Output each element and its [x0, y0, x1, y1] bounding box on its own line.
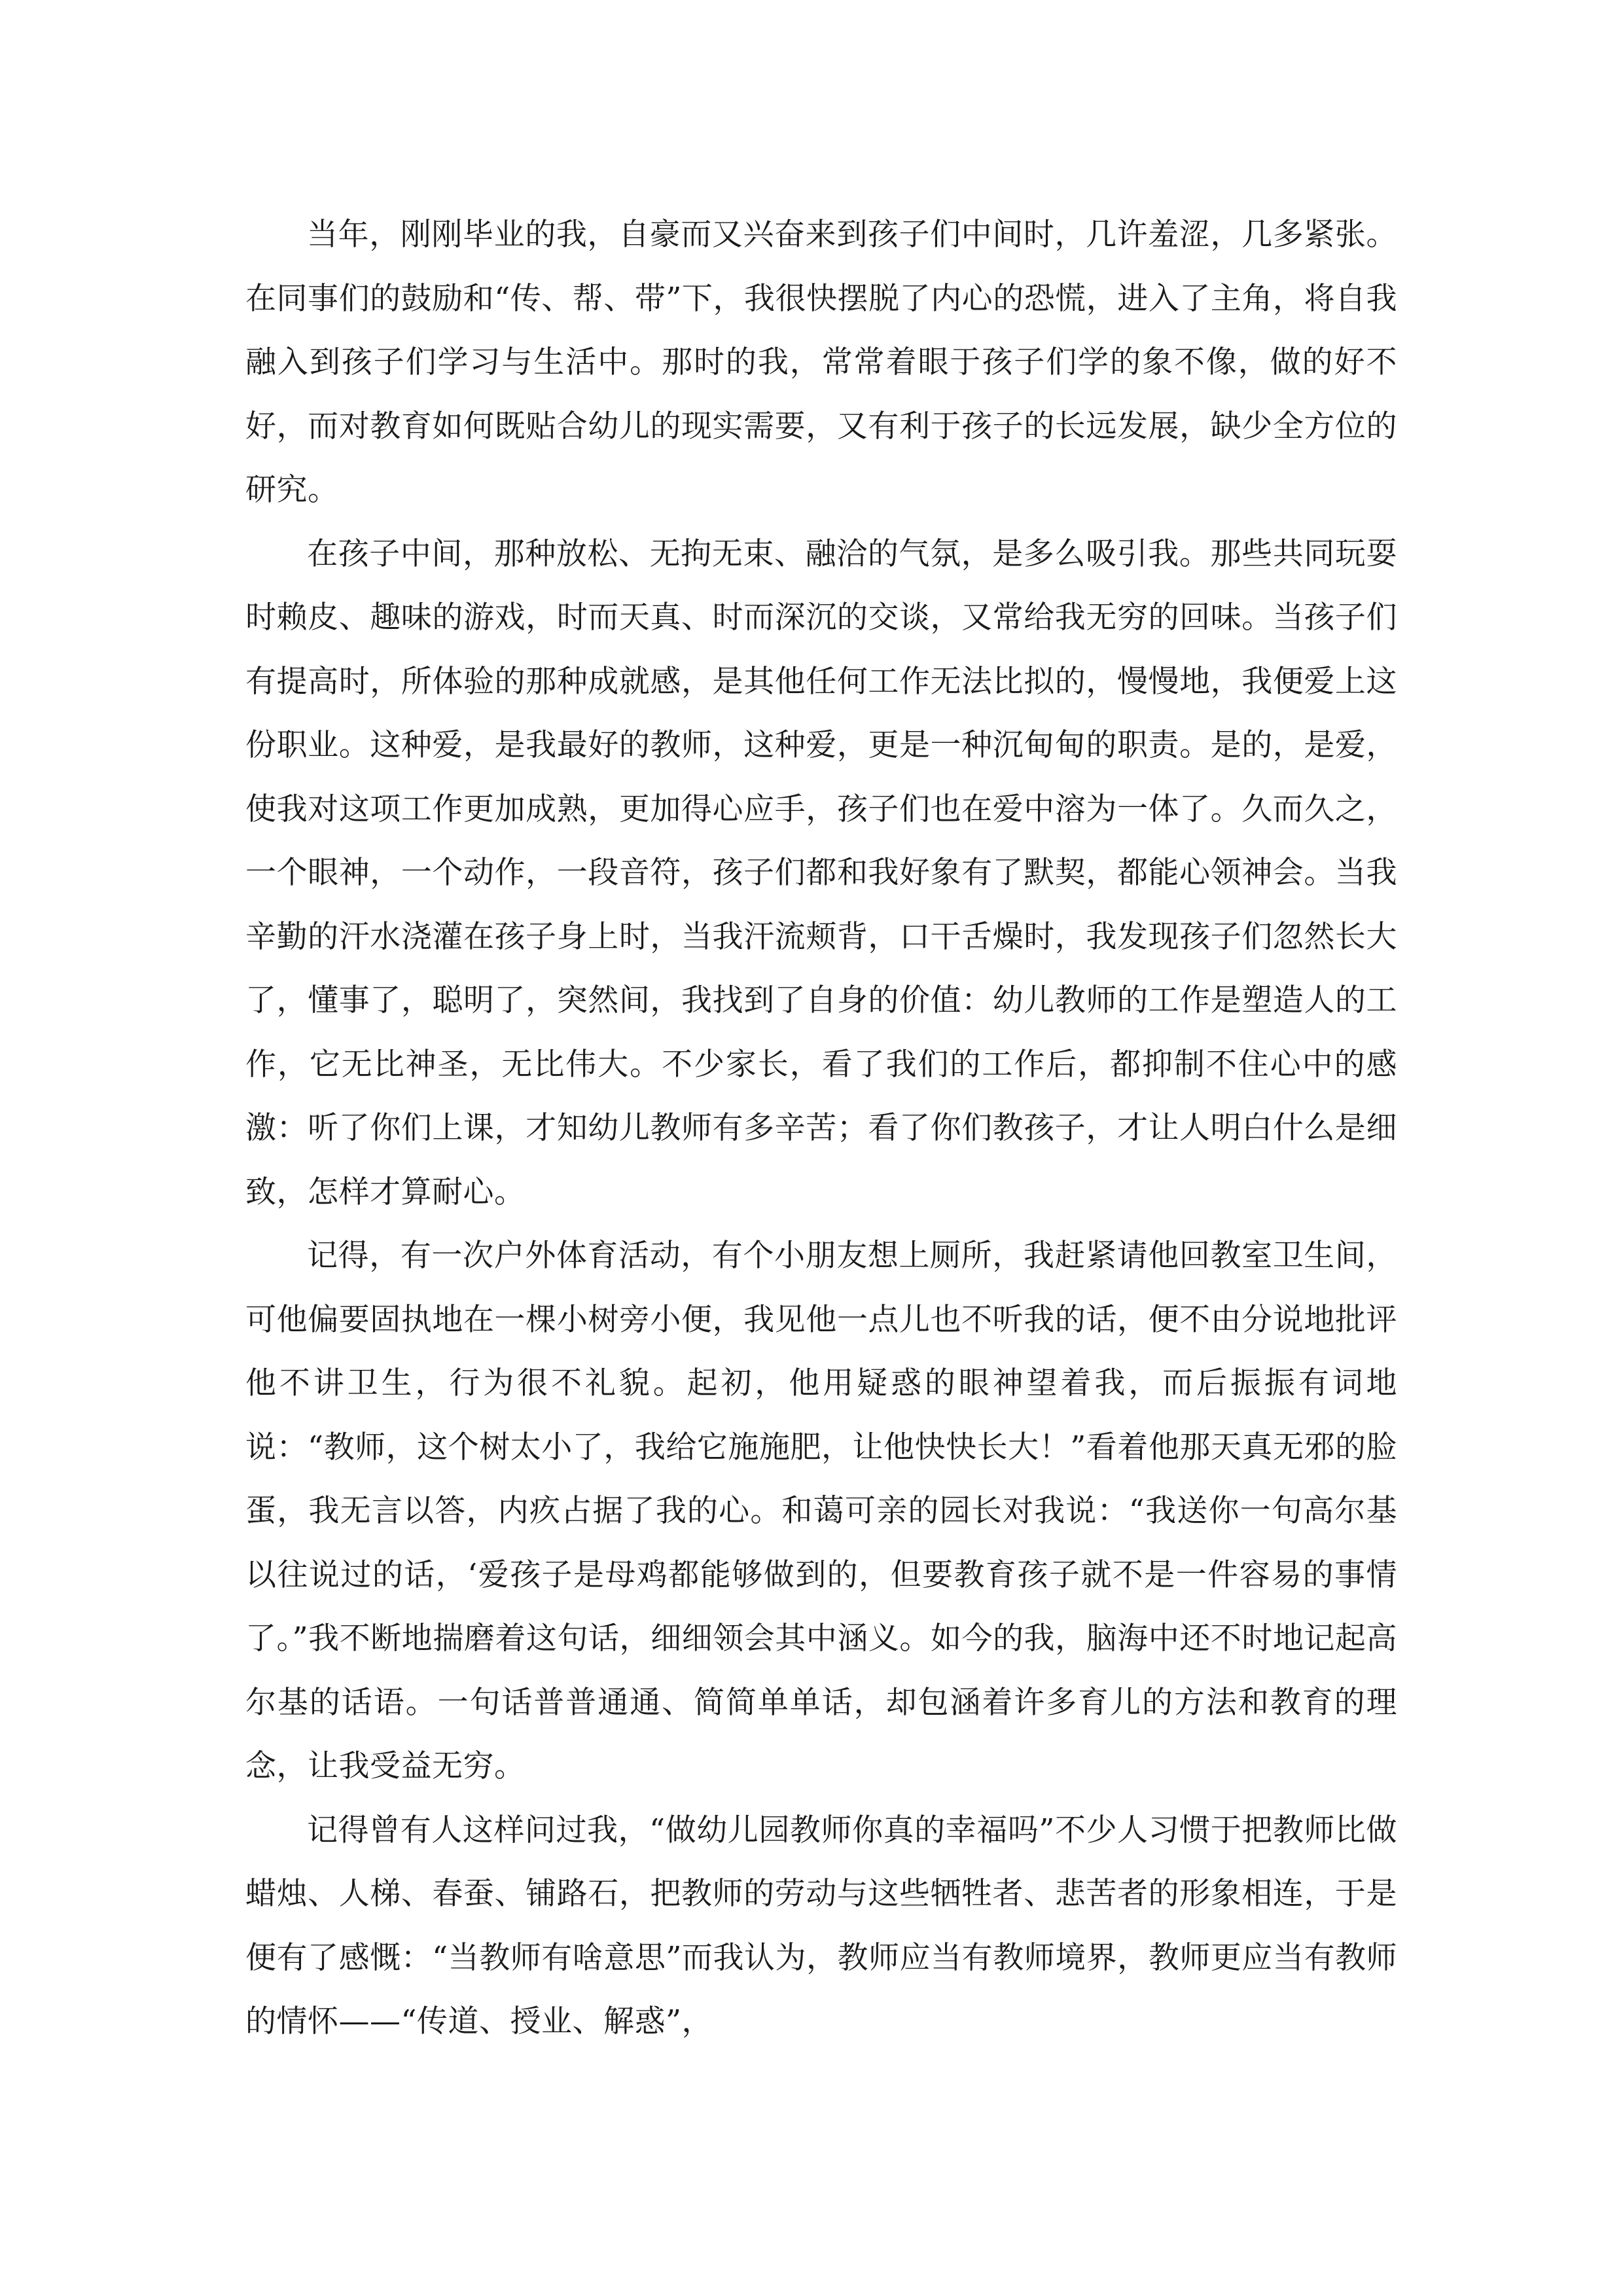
paragraph-4: 记得曾有人这样问过我，“做幼儿园教师你真的幸福吗”不少人习惯于把教师比做蜡烛、人梯、春蚕、铺路石，把教师的劳动与这些牺牲者、悲苦者的形象相连，于是便有了感慨：“当教师有啥意思”而我认为，教师应当有教师境界，教师更应当有教师的情怀——“传道、授业、解惑”， — [245, 1812, 1397, 2039]
paragraph-2: 在孩子中间，那种放松、无拘无束、融洽的气氛，是多么吸引我。那些共同玩耍时赖皮、趣味的游戏，时而天真、时而深沉的交谈，又常给我无穷的回味。当孩子们有提高时，所体验的那种成就感，是其他任何工作无法比拟的，慢慢地，我便爱上这份职业。这种爱，是我最好的教师，这种爱，更是一种沉甸甸的职责。是的，是爱，使我对这项工作更加成熟，更加得心应手，孩子们也在爱中溶为一体了。久而久之，一个眼神，一个动作，一段音符，孩子们都和我好象有了默契，都能心领神会。当我辛勤的汗水浇灌在孩子身上时，当我汗流颊背，口干舌燥时，我发现孩子们忽然长大了，懂事了，聪明了，突然间，我找到了自身的价值：幼儿教师的工作是塑造人的工作，它无比神圣，无比伟大。不少家长，看了我们的工作后，都抑制不住心中的感激：听了你们上课，才知幼儿教师有多辛苦；看了你们教孩子，才让人明白什么是细致，怎样才算耐心。 — [245, 535, 1397, 1210]
paragraph-1: 当年，刚刚毕业的我，自豪而又兴奋来到孩子们中间时，几许羞涩，几多紧张。在同事们的鼓励和“传、帮、带”下，我很快摆脱了内心的恐慌，进入了主角，将自我融入到孩子们学习与生活中。那时的我，常常着眼于孩子们学的象不像，做的好不好，而对教育如何既贴合幼儿的现实需要，又有利于孩子的长远发展，缺少全方位的研究。 — [245, 217, 1397, 508]
document-body — [245, 203, 1397, 2054]
paragraph-3: 记得，有一次户外体育活动，有个小朋友想上厕所，我赶紧请他回教室卫生间，可他偏要固执地在一棵小树旁小便，我见他一点儿也不听我的话，便不由分说地批评他不讲卫生，行为很不礼貌。起初，他用疑惑的眼神望着我，而后振振有词地说：“教师，这个树太小了，我给它施施肥，让他快快长大！”看着他那天真无邪的脸蛋，我无言以答，内疚占据了我的心。和蔼可亲的园长对我说：“我送你一句高尔基以往说过的话，‘爱孩子是母鸡都能够做到的，但要教育孩子就不是一件容易的事情了。”我不断地揣磨着这句话，细细领会其中涵义。如今的我，脑海中还不时地记起高尔基的话语。一句话普普通通、简简单单话，却包涵着许多育儿的方法和教育的理念，让我受益无穷。 — [245, 1238, 1397, 1784]
